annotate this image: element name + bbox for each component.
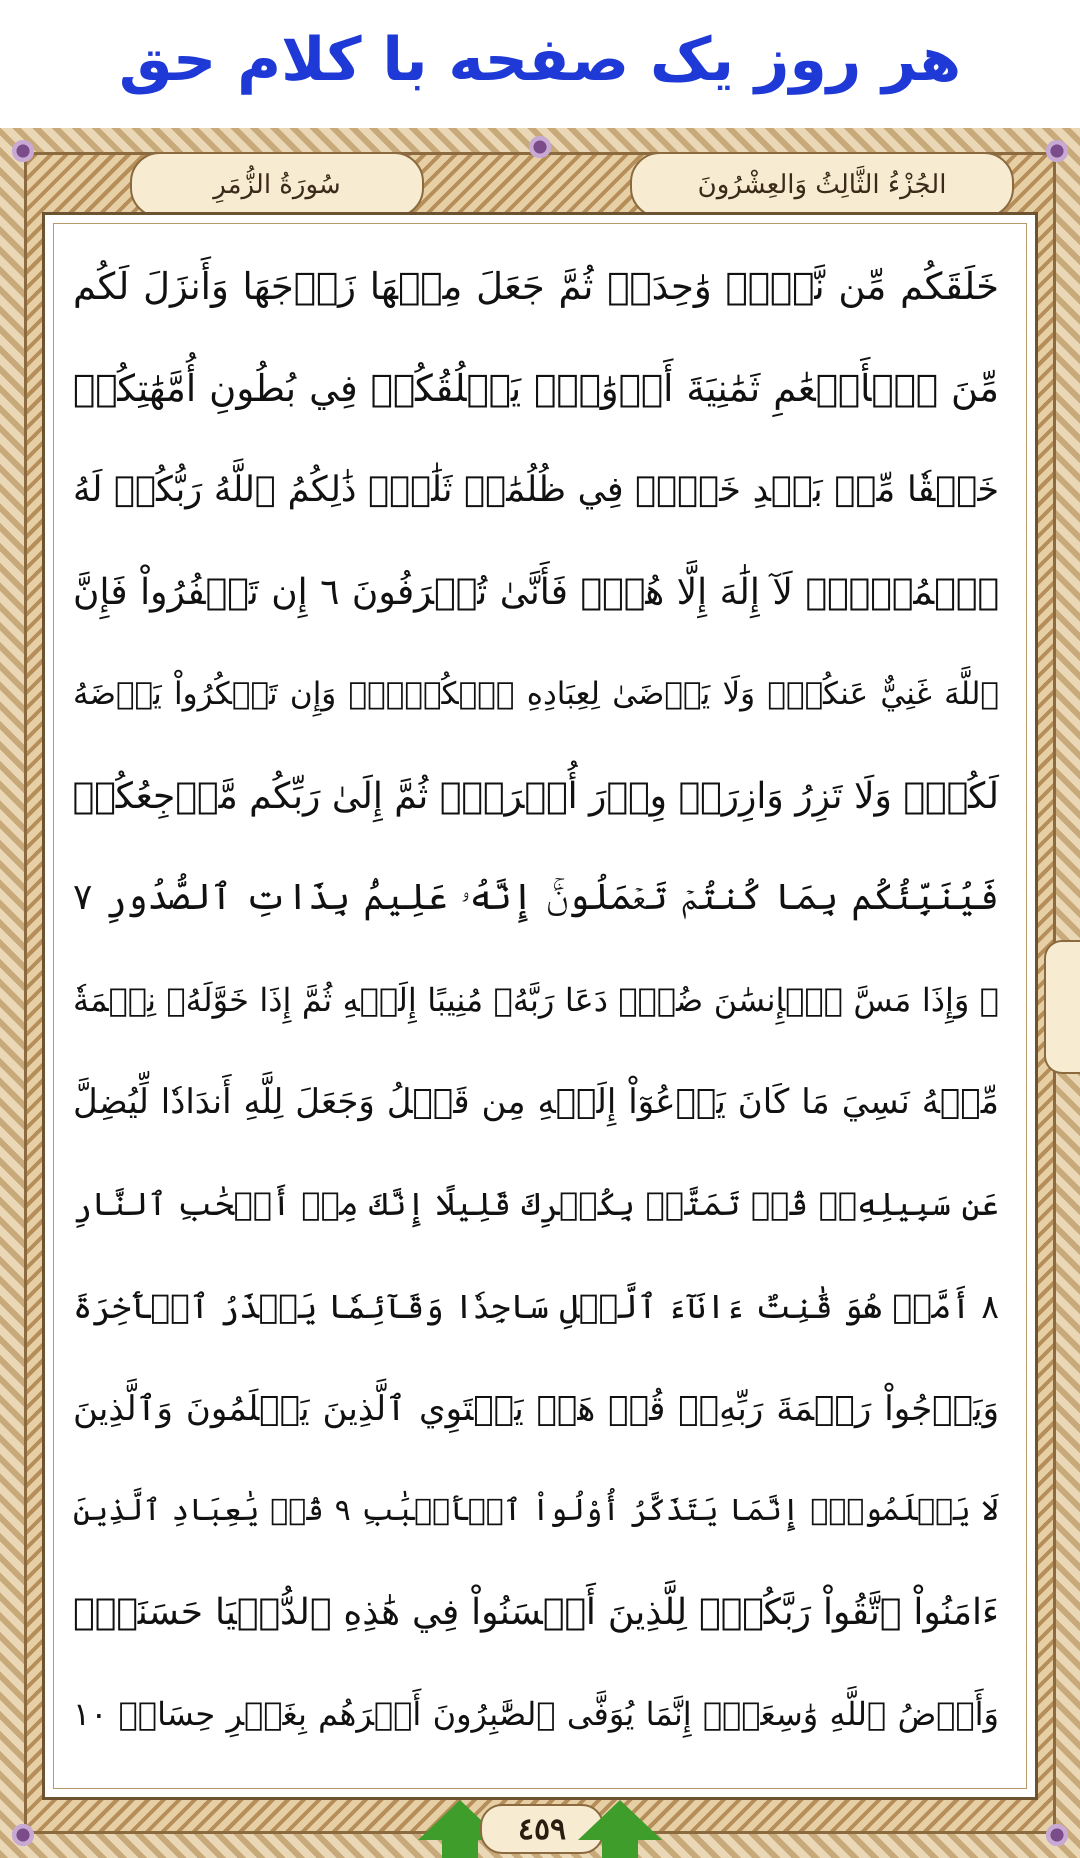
verse-line-text: لَكُمۡۗ وَلَا تَزِرُ وَازِرَةٞ وِزۡرَ أُخۡرَىٰۗ ثُمَّ إِلَىٰ رَبِّكُم مَّرۡجِعُكُمۡ	[72, 775, 999, 817]
verse-line	[73, 847, 999, 949]
surah-label: سُورَةُ الزُّمَرِ	[130, 152, 424, 218]
verse-line	[73, 235, 999, 337]
verse-line-text: ٱلۡمُلۡكُۖ لَآ إِلَٰهَ إِلَّا هُوَۖ فَأَنَّىٰ تُصۡرَفُونَ ٦ إِن تَكۡفُرُواْ فَإِنَّ	[73, 571, 999, 613]
verse-line-text: وَأَرۡضُ ٱللَّهِ وَٰسِعَةٌۗ إِنَّمَا يُوَفَّى ٱلصَّٰبِرُونَ أَجۡرَهُم بِغَيۡرِ حِسَابٖ ١٠	[73, 1695, 1000, 1733]
verse-line	[73, 1153, 999, 1255]
verse-line	[73, 1255, 999, 1357]
verse-line-text: فَيُنَبِّئُكُم بِمَا كُنتُمۡ تَعۡمَلُونَۚ إِنَّهُۥ عَلِيمُۢ بِذَاتِ ٱلصُّدُورِ ٧	[73, 877, 999, 918]
verse-line	[73, 541, 999, 643]
verse-line	[73, 949, 999, 1051]
mushaf-page	[42, 212, 1038, 1800]
verse-line	[73, 745, 999, 847]
verse-line-text: مِّنَ ٱلۡأَنۡعَٰمِ ثَمَٰنِيَةَ أَزۡوَٰجٖۚ يَخۡلُقُكُمۡ فِي بُطُونِ أُمَّهَٰتِكُمۡ	[73, 366, 999, 410]
verse-line	[73, 643, 999, 745]
page-header	[40, 152, 1040, 214]
verse-line	[73, 439, 999, 541]
prev-page-arrow-stem[interactable]	[442, 1838, 478, 1858]
side-bookmark-tab[interactable]	[1044, 940, 1080, 1074]
verse-lines	[73, 235, 999, 1775]
verse-line	[73, 1357, 999, 1459]
verse-line-text: لَا يَعۡلَمُونَۗ إِنَّمَا يَتَذَكَّرُ أُوْلُواْ ٱلۡأَلۡبَٰبِ ٩ قُلۡ يَٰعِبَادِ ٱلَّذِينَ	[73, 1492, 999, 1528]
verse-line-text: ءَامَنُواْ ٱتَّقُواْ رَبَّكُمۡۚ لِلَّذِينَ أَحۡسَنُواْ فِي هَٰذِهِ ٱلدُّنۡيَا حَسَنَةٞۗ	[73, 1591, 999, 1633]
verse-line-text: وَيَرۡجُواْ رَحۡمَةَ رَبِّهِۦۗ قُلۡ هَلۡ يَسۡتَوِي ٱلَّذِينَ يَعۡلَمُونَ وَٱلَّذِينَ	[73, 1388, 999, 1429]
verse-line-text: مِّنۡهُ نَسِيَ مَا كَانَ يَدۡعُوٓاْ إِلَيۡهِ مِن قَبۡلُ وَجَعَلَ لِلَّهِ أَندَادٗا لِّيُضِلَّ	[73, 1082, 999, 1122]
verse-line-text: ٨ أَمَّنۡ هُوَ قَٰنِتٌ ءَانَآءَ ٱلَّيۡلِ سَاجِدٗا وَقَآئِمٗا يَحۡذَرُ ٱلۡأٓخِرَةَ	[73, 1286, 999, 1326]
next-page-arrow-icon[interactable]	[578, 1800, 662, 1840]
verse-line-text: ٱللَّهَ غَنِيٌّ عَنكُمۡۖ وَلَا يَرۡضَىٰ لِعِبَادِهِ ٱلۡكُفۡرَۖ وَإِن تَشۡكُرُواْ يَرۡضَهُ	[73, 676, 999, 712]
verse-line-text: عَن سَبِيلِهِۦۚ قُلۡ تَمَتَّعۡ بِكُفۡرِكَ قَلِيلًا إِنَّكَ مِنۡ أَصۡحَٰبِ ٱلنَّارِ	[73, 1185, 999, 1223]
verse-line-text: ۞ وَإِذَا مَسَّ ٱلۡإِنسَٰنَ ضُرّٞ دَعَا رَبَّهُۥ مُنِيبًا إِلَيۡهِ ثُمَّ إِذَا خَوَّلَهُۥ نِعۡمَةٗ	[73, 981, 999, 1019]
verse-line	[73, 1459, 999, 1561]
page-number: ٤٥٩	[480, 1804, 604, 1854]
verse-line	[73, 1561, 999, 1663]
rosette-icon	[1044, 138, 1070, 164]
next-page-arrow-stem[interactable]	[602, 1838, 638, 1858]
verse-line	[73, 1051, 999, 1153]
rosette-icon	[10, 138, 36, 164]
verse-line	[73, 1663, 999, 1765]
banner-title: هر روز یک صفحه با کلام حق	[118, 25, 962, 95]
verse-line-text: خَلَقَكُم مِّن نَّفۡسٖ وَٰحِدَةٖ ثُمَّ جَعَلَ مِنۡهَا زَوۡجَهَا وَأَنزَلَ لَكُم	[73, 264, 999, 308]
verse-line	[73, 337, 999, 439]
banner	[0, 0, 1080, 120]
verse-line-text: خَلۡقٗا مِّنۢ بَعۡدِ خَلۡقٖ فِي ظُلُمَٰتٖ ثَلَٰثٖۚ ذَٰلِكُمُ ٱللَّهُ رَبُّكُمۡ لَهُ	[73, 470, 999, 510]
juz-label: الجُزْءُ الثَّالِثُ وَالعِشْرُونَ	[630, 152, 1014, 218]
page-footer	[0, 1800, 1080, 1858]
